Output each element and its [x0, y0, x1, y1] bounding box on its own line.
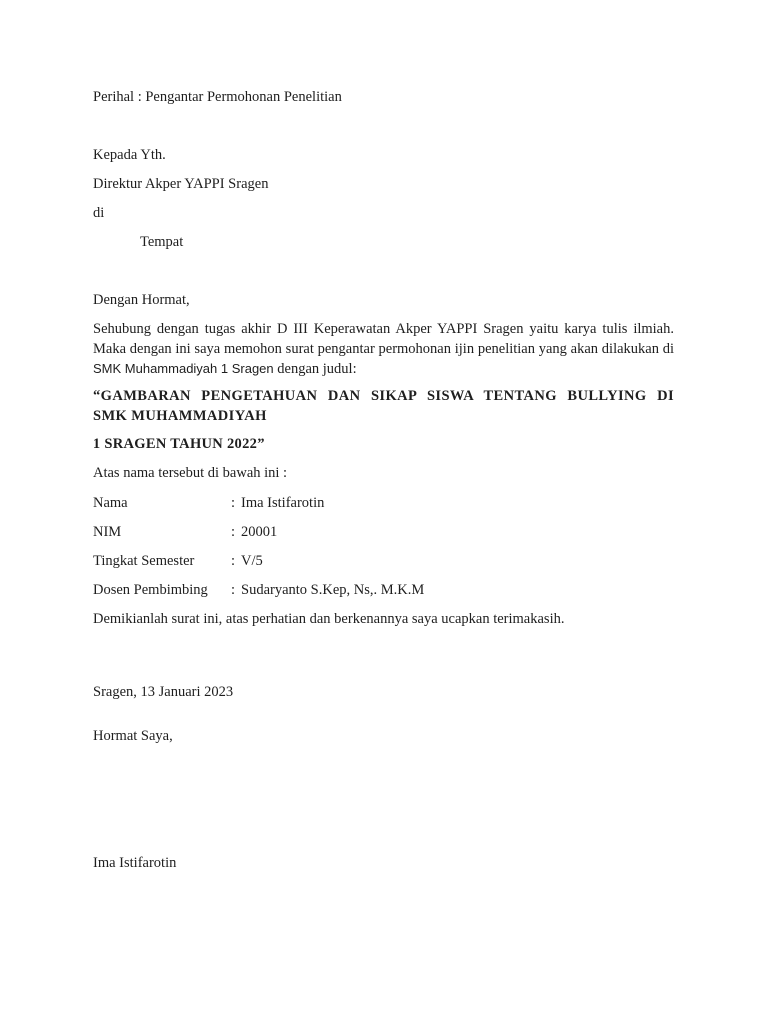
field-value-nim: 20001 — [241, 524, 278, 540]
field-value-semester: V/5 — [241, 553, 263, 569]
field-label-semester: Tingkat Semester — [93, 553, 195, 569]
subject-line: Perihal : Pengantar Permohonan Penelitian — [93, 89, 342, 105]
field-separator: : — [231, 495, 236, 511]
field-value-dosen: Sudaryanto S.Kep, Ns,. M.K.M — [241, 582, 425, 598]
addressee-place: Tempat — [140, 234, 184, 250]
closing-sentence: Demikianlah surat ini, atas perhatian dan berkenannya saya ucapkan terimakasih. — [93, 611, 565, 627]
fields-intro: Atas nama tersebut di bawah ini : — [93, 465, 288, 481]
research-title-line1: “GAMBARAN PENGETAHUAN DAN SIKAP SISWA TENTANG BULLYING DI — [93, 388, 674, 404]
field-separator: : — [231, 553, 236, 569]
body-text-part1: Sehubung dengan tugas akhir D III Keperawatan Akper YAPPI Sragen yaitu karya tulis ilmiah. Maka dengan ini saya memohon surat pengantar permohonan ijin penelitian yang akan dilakukan di — [93, 321, 674, 357]
signer-name: Ima Istifarotin — [93, 855, 177, 871]
body-school-name: SMK Muhammadiyah 1 Sragen — [93, 361, 274, 376]
greeting: Dengan Hormat, — [93, 292, 190, 308]
field-label-dosen: Dosen Pembimbing — [93, 582, 208, 598]
research-title-line3: 1 SRAGEN TAHUN 2022” — [89, 436, 265, 452]
research-title-line2: SMK MUHAMMADIYAH — [93, 408, 267, 424]
body-paragraph — [93, 319, 674, 379]
regards: Hormat Saya, — [93, 728, 173, 744]
field-separator: : — [231, 524, 236, 540]
body-text-part2: dengan judul: — [277, 361, 357, 377]
research-title — [93, 386, 674, 426]
field-label-nama: Nama — [93, 495, 128, 511]
letter-date: Sragen, 13 Januari 2023 — [93, 684, 234, 700]
field-value-nama: Ima Istifarotin — [241, 495, 325, 511]
addressee-di: di — [93, 205, 105, 221]
field-separator: : — [231, 582, 236, 598]
addressee-salutation: Kepada Yth. — [93, 147, 166, 163]
field-label-nim: NIM — [93, 524, 122, 540]
addressee-name: Direktur Akper YAPPI Sragen — [93, 176, 269, 192]
